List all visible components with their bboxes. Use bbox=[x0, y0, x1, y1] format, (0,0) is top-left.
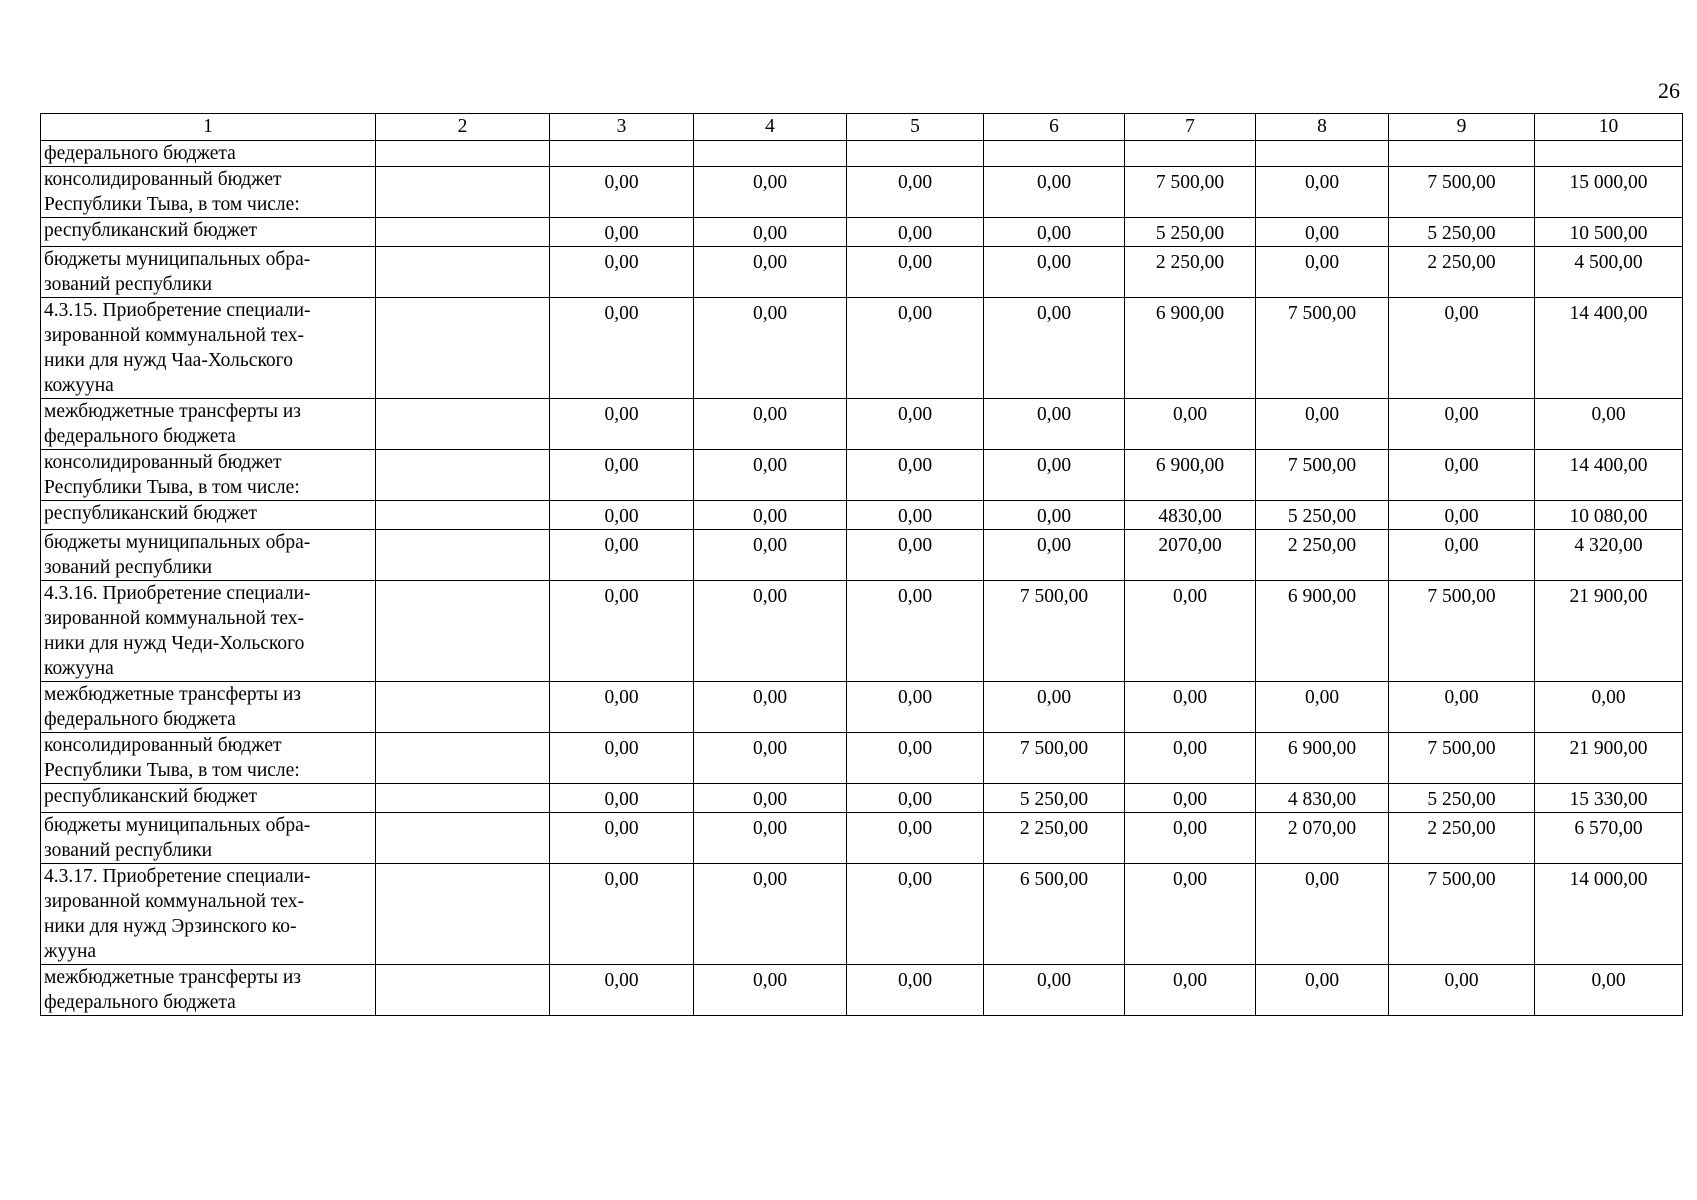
value-cell: 4 320,00 bbox=[1535, 530, 1683, 581]
value-cell: 14 400,00 bbox=[1535, 450, 1683, 501]
value-cell: 7 500,00 bbox=[1389, 733, 1535, 784]
value-cell: 0,00 bbox=[1256, 682, 1389, 733]
value-cell: 0,00 bbox=[847, 399, 984, 450]
value-cell: 0,00 bbox=[1256, 864, 1389, 965]
value-cell: 0,00 bbox=[694, 399, 847, 450]
value-cell: 0,00 bbox=[1125, 784, 1256, 813]
value-cell: 4830,00 bbox=[1125, 501, 1256, 530]
column-2-cell bbox=[376, 733, 550, 784]
column-2-cell bbox=[376, 141, 550, 167]
value-cell: 0,00 bbox=[984, 530, 1125, 581]
column-header: 3 bbox=[550, 114, 694, 141]
row-label-cell bbox=[41, 399, 376, 450]
row-label: межбюджетные трансферты из федерального бюджета bbox=[44, 684, 302, 730]
value-cell: 0,00 bbox=[550, 450, 694, 501]
value-cell: 0,00 bbox=[1256, 247, 1389, 298]
value-cell: 0,00 bbox=[847, 965, 984, 1016]
column-2-cell bbox=[376, 813, 550, 864]
value-cell: 0,00 bbox=[1256, 167, 1389, 218]
value-cell: 0,00 bbox=[847, 450, 984, 501]
value-cell: 0,00 bbox=[1125, 965, 1256, 1016]
value-cell: 0,00 bbox=[550, 218, 694, 247]
value-cell: 0,00 bbox=[847, 501, 984, 530]
value-cell: 0,00 bbox=[984, 399, 1125, 450]
value-cell: 0,00 bbox=[694, 167, 847, 218]
value-cell: 2 250,00 bbox=[1256, 530, 1389, 581]
value-cell: 0,00 bbox=[1125, 864, 1256, 965]
value-cell: 5 250,00 bbox=[1125, 218, 1256, 247]
value-cell: 0,00 bbox=[984, 501, 1125, 530]
table-row bbox=[41, 298, 1683, 399]
column-header: 1 bbox=[41, 114, 376, 141]
column-header: 6 bbox=[984, 114, 1125, 141]
value-cell: 0,00 bbox=[1389, 298, 1535, 399]
value-cell: 5 250,00 bbox=[1389, 218, 1535, 247]
value-cell bbox=[694, 141, 847, 167]
value-cell: 2 250,00 bbox=[1389, 247, 1535, 298]
column-header: 10 bbox=[1535, 114, 1683, 141]
value-cell bbox=[1535, 141, 1683, 167]
table-row bbox=[41, 682, 1683, 733]
value-cell: 0,00 bbox=[1535, 682, 1683, 733]
value-cell: 0,00 bbox=[1389, 682, 1535, 733]
value-cell bbox=[1125, 141, 1256, 167]
value-cell: 0,00 bbox=[550, 247, 694, 298]
value-cell: 0,00 bbox=[550, 530, 694, 581]
value-cell: 0,00 bbox=[1389, 399, 1535, 450]
table-row bbox=[41, 813, 1683, 864]
value-cell: 6 900,00 bbox=[1256, 733, 1389, 784]
value-cell: 7 500,00 bbox=[984, 733, 1125, 784]
table-row bbox=[41, 784, 1683, 813]
value-cell: 0,00 bbox=[1256, 399, 1389, 450]
row-label-cell bbox=[41, 682, 376, 733]
table-body bbox=[41, 114, 1683, 1016]
value-cell: 0,00 bbox=[1535, 399, 1683, 450]
table-row bbox=[41, 218, 1683, 247]
column-2-cell bbox=[376, 501, 550, 530]
value-cell: 14 400,00 bbox=[1535, 298, 1683, 399]
value-cell: 0,00 bbox=[984, 682, 1125, 733]
value-cell: 0,00 bbox=[1125, 733, 1256, 784]
value-cell: 0,00 bbox=[847, 218, 984, 247]
value-cell: 7 500,00 bbox=[1389, 581, 1535, 682]
row-label-cell bbox=[41, 501, 376, 530]
value-cell: 0,00 bbox=[550, 581, 694, 682]
column-2-cell bbox=[376, 399, 550, 450]
value-cell: 10 500,00 bbox=[1535, 218, 1683, 247]
value-cell: 14 000,00 bbox=[1535, 864, 1683, 965]
value-cell: 7 500,00 bbox=[1256, 450, 1389, 501]
value-cell: 0,00 bbox=[550, 167, 694, 218]
value-cell: 0,00 bbox=[550, 399, 694, 450]
value-cell: 0,00 bbox=[984, 247, 1125, 298]
value-cell: 7 500,00 bbox=[1389, 864, 1535, 965]
value-cell: 2 250,00 bbox=[1125, 247, 1256, 298]
column-2-cell bbox=[376, 965, 550, 1016]
column-2-cell bbox=[376, 298, 550, 399]
value-cell: 7 500,00 bbox=[1125, 167, 1256, 218]
value-cell: 21 900,00 bbox=[1535, 581, 1683, 682]
page-number: 26 bbox=[1658, 78, 1680, 103]
value-cell: 0,00 bbox=[1256, 218, 1389, 247]
value-cell: 6 900,00 bbox=[1125, 450, 1256, 501]
row-label: бюджеты муниципальных обра- зований республики bbox=[44, 815, 311, 861]
row-label: 4.3.16. Приобретение специали- зированной коммунальной тех- ники для нужд Чеди-Хольского кожууна bbox=[44, 583, 311, 679]
row-label: межбюджетные трансферты из федерального бюджета bbox=[44, 967, 302, 1013]
value-cell: 6 570,00 bbox=[1535, 813, 1683, 864]
value-cell: 0,00 bbox=[550, 784, 694, 813]
column-2-cell bbox=[376, 784, 550, 813]
value-cell: 0,00 bbox=[984, 218, 1125, 247]
value-cell: 0,00 bbox=[984, 298, 1125, 399]
value-cell: 5 250,00 bbox=[1256, 501, 1389, 530]
value-cell: 10 080,00 bbox=[1535, 501, 1683, 530]
value-cell: 0,00 bbox=[984, 450, 1125, 501]
value-cell: 0,00 bbox=[1389, 965, 1535, 1016]
value-cell: 0,00 bbox=[550, 298, 694, 399]
value-cell: 0,00 bbox=[1125, 813, 1256, 864]
table-row bbox=[41, 247, 1683, 298]
value-cell: 0,00 bbox=[694, 733, 847, 784]
row-label: консолидированный бюджет Республики Тыва, в том числе: bbox=[44, 735, 300, 781]
row-label: бюджеты муниципальных обра- зований республики bbox=[44, 532, 311, 578]
value-cell: 0,00 bbox=[847, 784, 984, 813]
value-cell: 0,00 bbox=[1535, 965, 1683, 1016]
value-cell: 0,00 bbox=[694, 581, 847, 682]
value-cell: 0,00 bbox=[694, 450, 847, 501]
row-label: 4.3.15. Приобретение специали- зированной коммунальной тех- ники для нужд Чаа-Хольского кожууна bbox=[44, 300, 311, 396]
row-label-cell bbox=[41, 141, 376, 167]
value-cell: 0,00 bbox=[1389, 501, 1535, 530]
value-cell: 21 900,00 bbox=[1535, 733, 1683, 784]
row-label-cell bbox=[41, 530, 376, 581]
table-row bbox=[41, 167, 1683, 218]
value-cell bbox=[1389, 141, 1535, 167]
value-cell: 5 250,00 bbox=[1389, 784, 1535, 813]
row-label-cell bbox=[41, 247, 376, 298]
column-2-cell bbox=[376, 450, 550, 501]
value-cell bbox=[984, 141, 1125, 167]
value-cell: 6 900,00 bbox=[1256, 581, 1389, 682]
value-cell: 0,00 bbox=[1125, 581, 1256, 682]
row-label: консолидированный бюджет Республики Тыва, в том числе: bbox=[44, 169, 300, 215]
value-cell: 0,00 bbox=[550, 682, 694, 733]
value-cell: 7 500,00 bbox=[1256, 298, 1389, 399]
value-cell: 0,00 bbox=[694, 247, 847, 298]
row-label-cell bbox=[41, 784, 376, 813]
value-cell: 4 830,00 bbox=[1256, 784, 1389, 813]
column-header: 5 bbox=[847, 114, 984, 141]
row-label-cell bbox=[41, 450, 376, 501]
table-row bbox=[41, 450, 1683, 501]
value-cell: 0,00 bbox=[847, 530, 984, 581]
value-cell: 0,00 bbox=[550, 813, 694, 864]
table-row bbox=[41, 965, 1683, 1016]
row-label-cell bbox=[41, 733, 376, 784]
value-cell bbox=[550, 141, 694, 167]
value-cell: 2 250,00 bbox=[1389, 813, 1535, 864]
table-row bbox=[41, 399, 1683, 450]
value-cell: 2070,00 bbox=[1125, 530, 1256, 581]
row-label-cell bbox=[41, 581, 376, 682]
column-2-cell bbox=[376, 247, 550, 298]
value-cell: 0,00 bbox=[847, 298, 984, 399]
row-label-cell bbox=[41, 167, 376, 218]
value-cell: 0,00 bbox=[847, 167, 984, 218]
budget-table bbox=[40, 113, 1683, 1016]
row-label: бюджеты муниципальных обра- зований республики bbox=[44, 249, 311, 295]
row-label: 4.3.17. Приобретение специали- зированной коммунальной тех- ники для нужд Эрзинского ко- жууна bbox=[44, 866, 311, 962]
value-cell: 2 070,00 bbox=[1256, 813, 1389, 864]
column-2-cell bbox=[376, 167, 550, 218]
row-label-cell bbox=[41, 965, 376, 1016]
value-cell: 15 330,00 bbox=[1535, 784, 1683, 813]
value-cell: 0,00 bbox=[694, 813, 847, 864]
value-cell: 7 500,00 bbox=[1389, 167, 1535, 218]
value-cell: 6 900,00 bbox=[1125, 298, 1256, 399]
value-cell: 0,00 bbox=[984, 965, 1125, 1016]
value-cell: 0,00 bbox=[1256, 965, 1389, 1016]
row-label: республиканский бюджет bbox=[44, 220, 258, 241]
row-label: республиканский бюджет bbox=[44, 786, 258, 807]
table-row bbox=[41, 864, 1683, 965]
table-row bbox=[41, 581, 1683, 682]
value-cell bbox=[1256, 141, 1389, 167]
column-header: 9 bbox=[1389, 114, 1535, 141]
column-header: 7 bbox=[1125, 114, 1256, 141]
value-cell: 6 500,00 bbox=[984, 864, 1125, 965]
value-cell: 0,00 bbox=[550, 733, 694, 784]
table-row bbox=[41, 530, 1683, 581]
value-cell: 5 250,00 bbox=[984, 784, 1125, 813]
row-label: консолидированный бюджет Республики Тыва, в том числе: bbox=[44, 452, 300, 498]
value-cell: 0,00 bbox=[694, 784, 847, 813]
column-2-cell bbox=[376, 864, 550, 965]
column-2-cell bbox=[376, 218, 550, 247]
value-cell: 0,00 bbox=[847, 682, 984, 733]
value-cell: 2 250,00 bbox=[984, 813, 1125, 864]
column-header-row bbox=[41, 114, 1683, 141]
column-2-cell bbox=[376, 530, 550, 581]
value-cell: 0,00 bbox=[694, 965, 847, 1016]
column-2-cell bbox=[376, 581, 550, 682]
value-cell: 0,00 bbox=[847, 733, 984, 784]
value-cell: 0,00 bbox=[984, 167, 1125, 218]
value-cell: 0,00 bbox=[550, 864, 694, 965]
value-cell: 0,00 bbox=[847, 247, 984, 298]
value-cell: 7 500,00 bbox=[984, 581, 1125, 682]
table-row bbox=[41, 141, 1683, 167]
value-cell: 0,00 bbox=[847, 813, 984, 864]
value-cell bbox=[847, 141, 984, 167]
column-header: 4 bbox=[694, 114, 847, 141]
row-label: федерального бюджета bbox=[44, 143, 236, 164]
value-cell: 0,00 bbox=[694, 218, 847, 247]
value-cell: 4 500,00 bbox=[1535, 247, 1683, 298]
value-cell: 0,00 bbox=[1125, 682, 1256, 733]
value-cell: 0,00 bbox=[847, 581, 984, 682]
value-cell: 0,00 bbox=[1125, 399, 1256, 450]
value-cell: 0,00 bbox=[694, 501, 847, 530]
row-label: республиканский бюджет bbox=[44, 503, 258, 524]
value-cell: 0,00 bbox=[694, 530, 847, 581]
value-cell: 0,00 bbox=[550, 501, 694, 530]
value-cell: 0,00 bbox=[1389, 450, 1535, 501]
row-label-cell bbox=[41, 298, 376, 399]
value-cell: 0,00 bbox=[847, 864, 984, 965]
value-cell: 0,00 bbox=[694, 864, 847, 965]
row-label-cell bbox=[41, 813, 376, 864]
value-cell: 0,00 bbox=[550, 965, 694, 1016]
column-header: 2 bbox=[376, 114, 550, 141]
column-header: 8 bbox=[1256, 114, 1389, 141]
value-cell: 0,00 bbox=[694, 298, 847, 399]
value-cell: 0,00 bbox=[1389, 530, 1535, 581]
table-row bbox=[41, 501, 1683, 530]
table-row bbox=[41, 733, 1683, 784]
value-cell: 15 000,00 bbox=[1535, 167, 1683, 218]
row-label: межбюджетные трансферты из федерального бюджета bbox=[44, 401, 302, 447]
row-label-cell bbox=[41, 864, 376, 965]
row-label-cell bbox=[41, 218, 376, 247]
column-2-cell bbox=[376, 682, 550, 733]
value-cell: 0,00 bbox=[694, 682, 847, 733]
